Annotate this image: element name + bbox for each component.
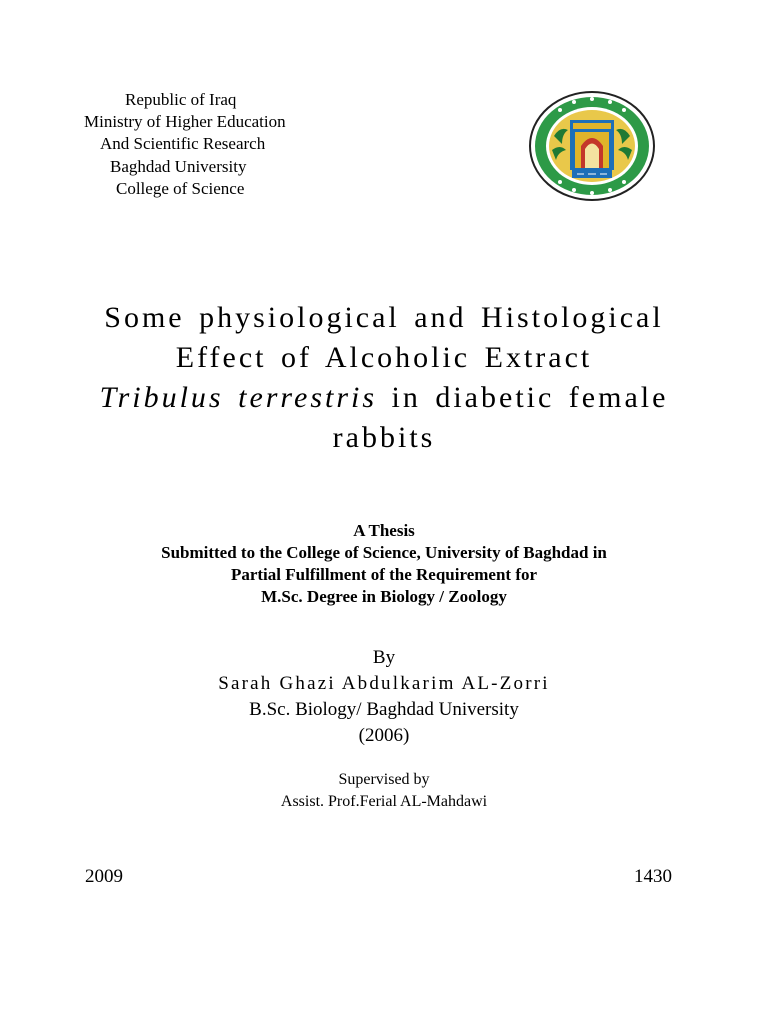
title-species-name: Tribulus terrestris: [99, 381, 378, 414]
header-line-research: And Scientific Research: [100, 134, 266, 153]
header-line-ministry: Ministry of Higher Education: [84, 112, 286, 131]
title-line-4: rabbits: [332, 421, 436, 454]
thesis-title: [60, 298, 708, 458]
title-line-3-rest: in diabetic female: [377, 381, 669, 414]
by-label: By: [372, 647, 396, 668]
author-block: [60, 645, 708, 749]
year-hijri: 1430: [634, 866, 672, 887]
thesis-degree-line: M.Sc. Degree in Biology / Zoology: [261, 587, 507, 606]
thesis-submitted-line: Submitted to the College of Science, University of Baghdad in: [161, 543, 607, 562]
supervisor-name: Assist. Prof.Ferial AL-Mahdawi: [280, 793, 488, 810]
header-line-republic: Republic of Iraq: [125, 90, 237, 109]
supervisor-block: [60, 769, 708, 813]
thesis-fulfillment-line: Partial Fulfillment of the Requirement for: [230, 565, 538, 584]
thesis-statement: [60, 520, 708, 608]
author-name: Sarah Ghazi Abdulkarim AL-Zorri: [218, 673, 550, 694]
author-degree: B.Sc. Biology/ Baghdad University: [249, 699, 519, 720]
author-degree-year: (2006): [358, 725, 410, 746]
title-line-1: Some physiological and Histological: [104, 301, 664, 334]
header-line-college: College of Science: [116, 179, 245, 198]
title-line-3: [60, 378, 708, 418]
title-line-2: Effect of Alcoholic Extract: [175, 341, 593, 374]
year-gregorian: 2009: [85, 866, 123, 887]
header-line-university: Baghdad University: [110, 157, 247, 176]
university-seal-icon: [528, 90, 656, 202]
supervised-by-label: Supervised by: [338, 771, 430, 788]
thesis-label: A Thesis: [353, 521, 415, 540]
